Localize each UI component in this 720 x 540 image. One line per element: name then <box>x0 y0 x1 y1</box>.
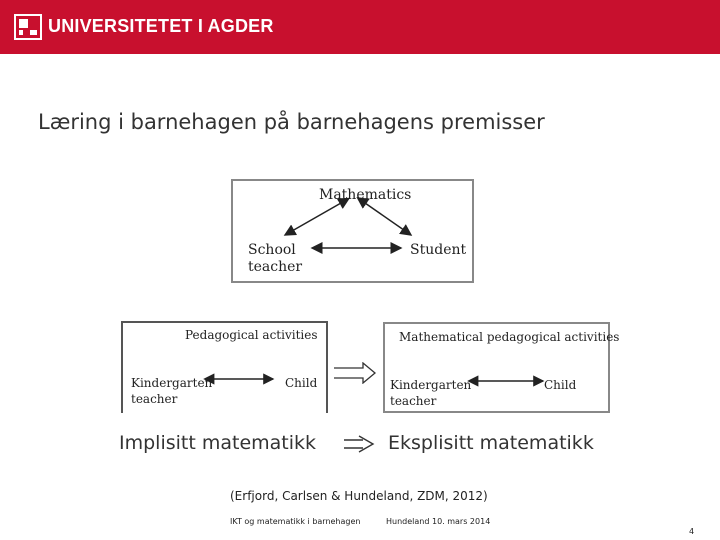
footer-course: IKT og matematikk i barnehagen <box>230 517 361 526</box>
header-bar <box>0 0 720 54</box>
brand-name: UNIVERSITETET I AGDER <box>48 16 274 36</box>
label-child: Child <box>544 378 577 392</box>
label-kindergarten: Kindergarten <box>390 378 472 392</box>
label-mathematical-pedagogical-activities: Mathematical pedagogical activities <box>399 330 620 344</box>
label-child: Child <box>285 376 318 390</box>
label-teacher: teacher <box>131 392 178 406</box>
transition-arrow-icon <box>333 362 377 384</box>
page-number: 4 <box>689 527 695 536</box>
label-school: School <box>248 242 296 258</box>
label-mathematics: Mathematics <box>319 187 412 203</box>
caption-implicit: Implisitt matematikk <box>119 432 317 454</box>
label-pedagogical-activities: Pedagogical activities <box>185 328 318 342</box>
implies-arrow-icon <box>343 435 375 453</box>
caption-explicit: Eksplisitt matematikk <box>388 432 594 454</box>
citation: (Erfjord, Carlsen & Hundeland, ZDM, 2012) <box>230 489 488 503</box>
university-logo-icon <box>14 14 42 40</box>
implicit-figure <box>121 321 328 413</box>
label-kindergarten: Kindergarten <box>131 376 213 390</box>
didactic-triangle-figure <box>231 179 474 283</box>
footer-author-date: Hundeland 10. mars 2014 <box>386 517 491 526</box>
label-teacher: teacher <box>390 394 437 408</box>
explicit-figure <box>383 322 620 413</box>
label-student: Student <box>410 242 467 258</box>
label-teacher: teacher <box>248 259 303 275</box>
slide-title: Læring i barnehagen på barnehagens premisser <box>38 110 545 134</box>
